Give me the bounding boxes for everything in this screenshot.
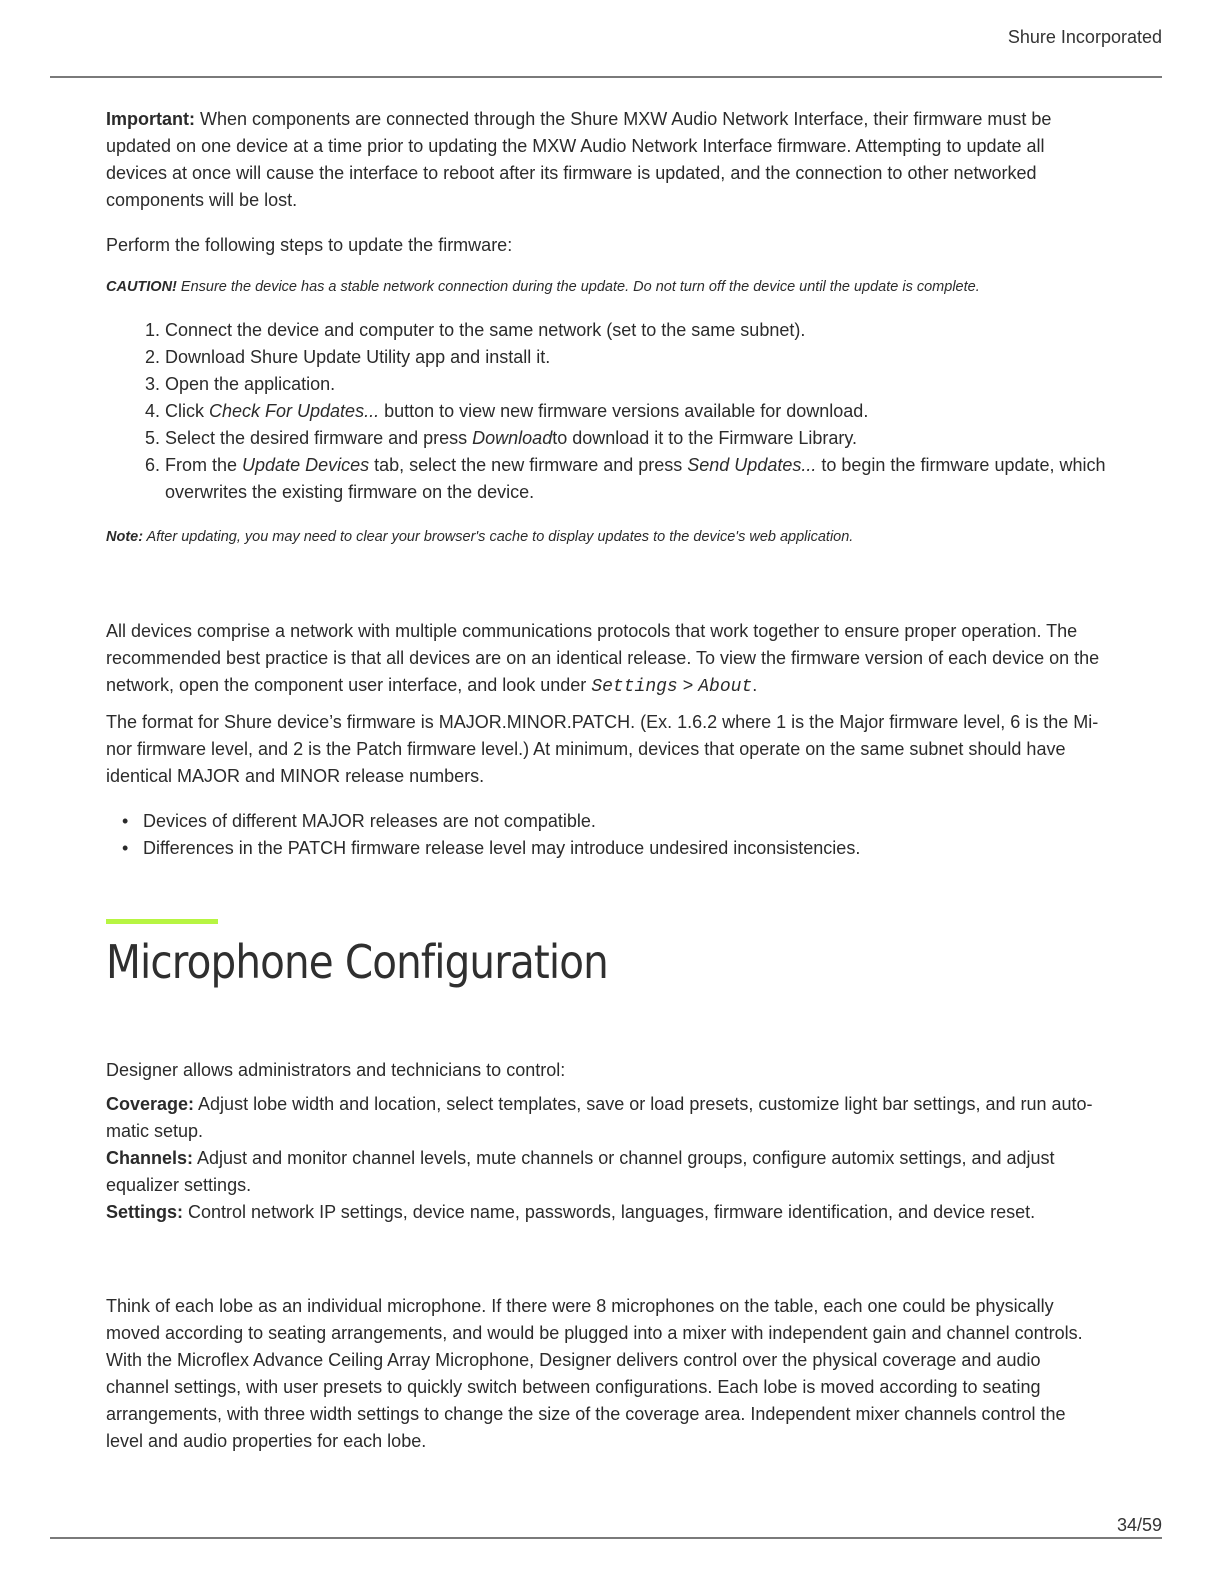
list-item (165, 425, 1106, 452)
settings-path: Settings (591, 677, 678, 697)
step-text: Open the application. (165, 374, 336, 394)
caution-text: Ensure the device has a stable network connection during the update. Do not turn off the device until the update is complete. (176, 279, 980, 295)
step-text: Click (165, 401, 209, 421)
update-steps-list (106, 317, 1106, 506)
config-intro: Designer allows administrators and technicians to control: (106, 1060, 566, 1080)
settings-definition (106, 1199, 1106, 1226)
compat-paragraph-2: The format for Shure device’s firmware is MAJOR.MINOR.PATCH. (Ex. 1.6.2 where 1 is the Major firmware level, 6 is the Minor firmware level, and 2 is the Patch firmware level.) At minimum, devices that operate on the same subnet should have identical MAJOR and MINOR release numbers. (106, 712, 1099, 786)
compat-paragraph-1 (106, 618, 1106, 701)
coverage-label: Coverage: (106, 1094, 195, 1114)
step-text: Download Shure Update Utility app and install it. (165, 347, 551, 367)
coverage-text: Adjust lobe width and location, select templates, save or load presets, customize light bar settings, and run automatic setup. (106, 1094, 1093, 1141)
period: . (752, 675, 758, 695)
check-for-updates-ref: Check For Updates... (209, 401, 380, 421)
caution-note (106, 277, 1106, 297)
note (106, 527, 1106, 547)
list-item (165, 398, 1106, 425)
section-heading (106, 919, 1106, 990)
step-text: button to view new firmware versions available for download. (379, 401, 869, 421)
list-item (165, 344, 1106, 371)
page-header (50, 0, 1162, 78)
channels-text: Adjust and monitor channel levels, mute channels or channel groups, configure automix settings, and adjust equalizer settings. (106, 1148, 1055, 1195)
download-ref: Download (472, 428, 553, 448)
list-item: • Differences in the PATCH firmware release level may introduce undesired inconsistencies. (143, 835, 1106, 862)
path-separator: > (677, 675, 699, 695)
coverage-definition (106, 1091, 1106, 1145)
list-item (165, 371, 1106, 398)
list-item (165, 317, 1106, 344)
step-text: tab, select the new firmware and press (369, 455, 688, 475)
caution-label: CAUTION! (106, 279, 177, 295)
note-text: After updating, you may need to clear your browser's cache to display updates to the device's web application. (143, 529, 854, 545)
step-text: Connect the device and computer to the same network (set to the same subnet). (165, 320, 806, 340)
page-content (106, 106, 1106, 1455)
lobe-paragraph: Think of each lobe as an individual microphone. If there were 8 microphones on the table, each one could be physically moved according to seating arrangements, and would be plugged into a mixer with independent gain and channel controls. With the Microflex Advance Ceiling Array Microphone, Designer delivers control over the physical coverage and audio channel settings, with user presets to quickly switch between configurations. Each lobe is moved according to seating arrangements, with three width settings to change the size of the coverage area. Independent mixer channels control the level and audio properties for each lobe. (106, 1296, 1083, 1451)
note-label: Note: (106, 529, 144, 545)
steps-intro: Perform the following steps to update the firmware: (106, 235, 513, 255)
settings-label: Settings: (106, 1202, 184, 1222)
company-name: Shure Incorporated (1007, 27, 1162, 47)
compat-bullets (106, 808, 1106, 862)
step-text: Select the desired firmware and press (165, 428, 473, 448)
page-footer (50, 1537, 1162, 1539)
channels-label: Channels: (106, 1148, 194, 1168)
important-text: When components are connected through the Shure MXW Audio Network Interface, their firmware must be updated on one device at a time prior to updating the MXW Audio Network Interface firmware. Attempting to update all devices at once will cause the interface to reboot after its firmware is updated, and the connection to other networked components will be lost. (106, 109, 1052, 210)
config-definitions (106, 1091, 1106, 1226)
compat-text: All devices comprise a network with multiple communications protocols that work together to ensure proper operation. The recommended best practice is that all devices are on an identical release. To view the firmware version of each device on the network, open the component user interface, and look under (106, 621, 1100, 695)
list-item (165, 452, 1106, 506)
step-text: From the (165, 455, 243, 475)
update-devices-ref: Update Devices (242, 455, 370, 475)
important-label: Important: (106, 109, 195, 129)
list-item: • Devices of different MAJOR releases are not compatible. (143, 808, 1106, 835)
step-text: to begin the firmware update, which overwrites the existing firmware on the device. (165, 455, 1106, 502)
important-paragraph (106, 106, 1106, 214)
section-title: Microphone Configuration (106, 935, 608, 989)
send-updates-ref: Send Updates... (687, 455, 817, 475)
settings-text: Control network IP settings, device name, passwords, languages, firmware identification, and device reset. (183, 1202, 1036, 1222)
page-number: 34/59 (1116, 1515, 1162, 1535)
channels-definition (106, 1145, 1106, 1199)
accent-bar (106, 919, 218, 924)
step-text: to download it to the Firmware Library. (552, 428, 858, 448)
about-path: About (698, 677, 753, 697)
